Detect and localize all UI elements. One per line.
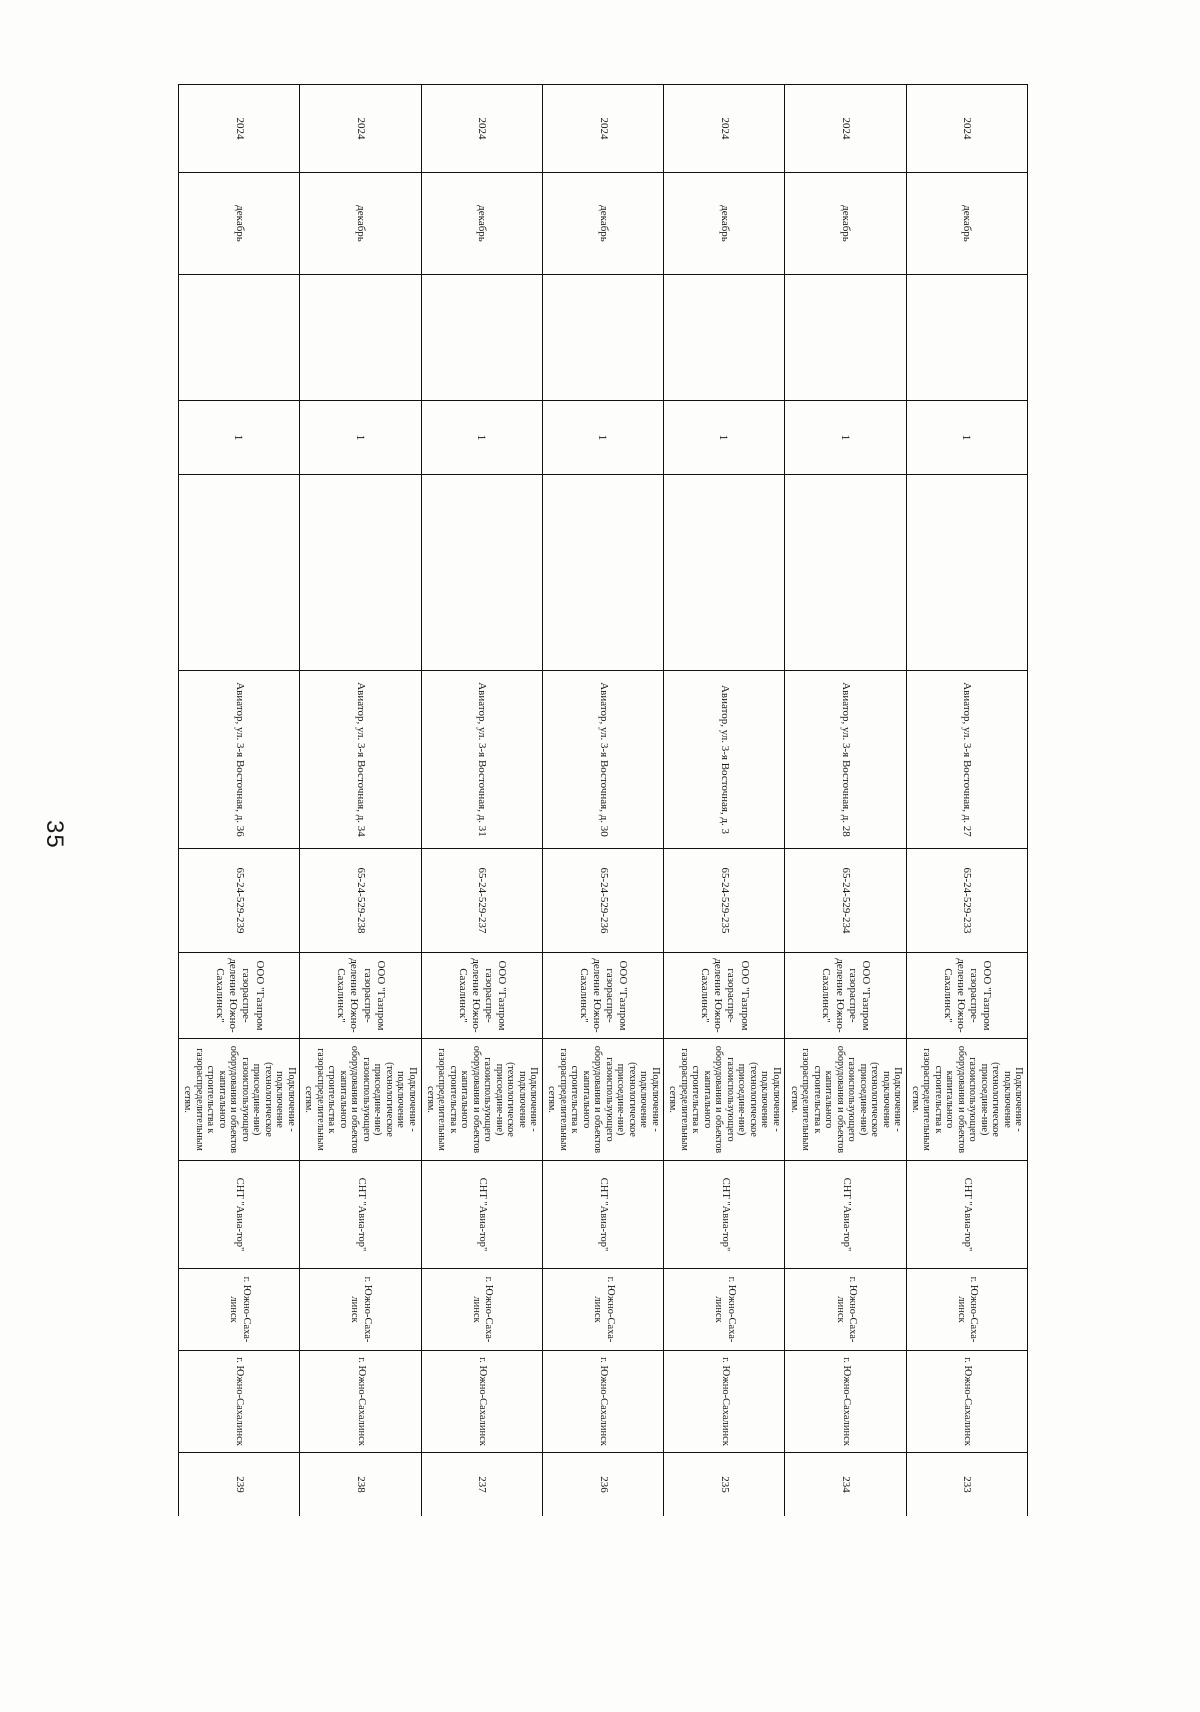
applicant-cell: СНТ "Авиа-тор" (179, 1161, 300, 1269)
settlement-cell: г. Южно-Саха-линск (300, 1269, 421, 1351)
index-cell: 234 (785, 1453, 906, 1517)
description-cell: Подключение - подключение (технологическое присоедине-ние) газоиспользующего оборудования и объектов капитального строительства к газораспределительным сетям. (300, 1039, 421, 1161)
address-cell: Авиатор, ул. 3-я Восточная, д. 36 (179, 671, 300, 849)
month-cell: декабрь (179, 173, 300, 275)
number-cell: 65-24-529-235 (664, 849, 785, 953)
address-cell: Авиатор, ул. 3-я Восточная, д. 30 (542, 671, 663, 849)
empty-cell (300, 275, 421, 401)
month-cell: декабрь (542, 173, 663, 275)
quantity-cell: 1 (421, 401, 542, 475)
empty-cell (421, 275, 542, 401)
index-cell: 238 (300, 1453, 421, 1517)
empty-cell (664, 475, 785, 671)
number-cell: 65-24-529-233 (906, 849, 1027, 953)
description-cell: Подключение - подключение (технологическое присоедине-ние) газоиспользующего оборудования и объектов капитального строительства к газораспределительным сетям. (421, 1039, 542, 1161)
table-row (906, 85, 1027, 1517)
index-cell: 235 (664, 1453, 785, 1517)
month-cell: декабрь (421, 173, 542, 275)
municipality-cell: г. Южно-Сахалинск (421, 1351, 542, 1453)
organization-cell: ООО "Газпром газораспре-деление Южно-Сахалинск" (421, 953, 542, 1039)
year-cell: 2024 (906, 85, 1027, 173)
organization-cell: ООО "Газпром газораспре-деление Южно-Сахалинск" (664, 953, 785, 1039)
registry-table (178, 84, 1028, 1516)
description-cell: Подключение - подключение (технологическое присоедине-ние) газоиспользующего оборудования и объектов капитального строительства к газораспределительным сетям. (785, 1039, 906, 1161)
quantity-cell: 1 (664, 401, 785, 475)
organization-cell: ООО "Газпром газораспре-деление Южно-Сахалинск" (785, 953, 906, 1039)
empty-cell (664, 275, 785, 401)
number-cell: 65-24-529-237 (421, 849, 542, 953)
municipality-cell: г. Южно-Сахалинск (906, 1351, 1027, 1453)
table-row (421, 85, 542, 1517)
year-cell: 2024 (664, 85, 785, 173)
empty-cell (179, 475, 300, 671)
number-cell: 65-24-529-236 (542, 849, 663, 953)
number-cell: 65-24-529-234 (785, 849, 906, 953)
number-cell: 65-24-529-238 (300, 849, 421, 953)
quantity-cell: 1 (179, 401, 300, 475)
municipality-cell: г. Южно-Сахалинск (542, 1351, 663, 1453)
year-cell: 2024 (785, 85, 906, 173)
month-cell: декабрь (300, 173, 421, 275)
organization-cell: ООО "Газпром газораспре-деление Южно-Сахалинск" (179, 953, 300, 1039)
index-cell: 233 (906, 1453, 1027, 1517)
index-cell: 236 (542, 1453, 663, 1517)
year-cell: 2024 (179, 85, 300, 173)
address-cell: Авиатор, ул. 3-я Восточная, д. 3 (664, 671, 785, 849)
table-row (179, 85, 300, 1517)
applicant-cell: СНТ "Авиа-тор" (906, 1161, 1027, 1269)
table-row (664, 85, 785, 1517)
quantity-cell: 1 (542, 401, 663, 475)
description-cell: Подключение - подключение (технологическое присоедине-ние) газоиспользующего оборудования и объектов капитального строительства к газораспределительным сетям. (179, 1039, 300, 1161)
number-cell: 65-24-529-239 (179, 849, 300, 953)
table-frame (178, 84, 1028, 1516)
organization-cell: ООО "Газпром газораспре-деление Южно-Сахалинск" (542, 953, 663, 1039)
empty-cell (785, 475, 906, 671)
quantity-cell: 1 (906, 401, 1027, 475)
empty-cell (421, 475, 542, 671)
municipality-cell: г. Южно-Сахалинск (179, 1351, 300, 1453)
municipality-cell: г. Южно-Сахалинск (300, 1351, 421, 1453)
empty-cell (300, 475, 421, 671)
quantity-cell: 1 (785, 401, 906, 475)
rotated-table-container (178, 84, 1028, 1516)
applicant-cell: СНТ "Авиа-тор" (542, 1161, 663, 1269)
address-cell: Авиатор, ул. 3-я Восточная, д. 27 (906, 671, 1027, 849)
table-row (785, 85, 906, 1517)
page-number: 35 (41, 820, 68, 849)
organization-cell: ООО "Газпром газораспре-деление Южно-Сахалинск" (906, 953, 1027, 1039)
quantity-cell: 1 (300, 401, 421, 475)
settlement-cell: г. Южно-Саха-линск (179, 1269, 300, 1351)
settlement-cell: г. Южно-Саха-линск (906, 1269, 1027, 1351)
applicant-cell: СНТ "Авиа-тор" (300, 1161, 421, 1269)
empty-cell (785, 275, 906, 401)
month-cell: декабрь (785, 173, 906, 275)
index-cell: 239 (179, 1453, 300, 1517)
address-cell: Авиатор, ул. 3-я Восточная, д. 31 (421, 671, 542, 849)
year-cell: 2024 (300, 85, 421, 173)
empty-cell (906, 275, 1027, 401)
empty-cell (542, 475, 663, 671)
year-cell: 2024 (421, 85, 542, 173)
organization-cell: ООО "Газпром газораспре-деление Южно-Сахалинск" (300, 953, 421, 1039)
settlement-cell: г. Южно-Саха-линск (421, 1269, 542, 1351)
index-cell: 237 (421, 1453, 542, 1517)
year-cell: 2024 (542, 85, 663, 173)
empty-cell (179, 275, 300, 401)
month-cell: декабрь (664, 173, 785, 275)
table-row (300, 85, 421, 1517)
applicant-cell: СНТ "Авиа-тор" (421, 1161, 542, 1269)
address-cell: Авиатор, ул. 3-я Восточная, д. 34 (300, 671, 421, 849)
settlement-cell: г. Южно-Саха-линск (542, 1269, 663, 1351)
settlement-cell: г. Южно-Саха-линск (785, 1269, 906, 1351)
municipality-cell: г. Южно-Сахалинск (785, 1351, 906, 1453)
empty-cell (542, 275, 663, 401)
description-cell: Подключение - подключение (технологическое присоедине-ние) газоиспользующего оборудования и объектов капитального строительства к газораспределительным сетям. (906, 1039, 1027, 1161)
applicant-cell: СНТ "Авиа-тор" (785, 1161, 906, 1269)
description-cell: Подключение - подключение (технологическое присоедине-ние) газоиспользующего оборудования и объектов капитального строительства к газораспределительным сетям. (542, 1039, 663, 1161)
table-row (542, 85, 663, 1517)
address-cell: Авиатор, ул. 3-я Восточная, д. 28 (785, 671, 906, 849)
municipality-cell: г. Южно-Сахалинск (664, 1351, 785, 1453)
month-cell: декабрь (906, 173, 1027, 275)
settlement-cell: г. Южно-Саха-линск (664, 1269, 785, 1351)
applicant-cell: СНТ "Авиа-тор" (664, 1161, 785, 1269)
description-cell: Подключение - подключение (технологическое присоедине-ние) газоиспользующего оборудования и объектов капитального строительства к газораспределительным сетям. (664, 1039, 785, 1161)
empty-cell (906, 475, 1027, 671)
